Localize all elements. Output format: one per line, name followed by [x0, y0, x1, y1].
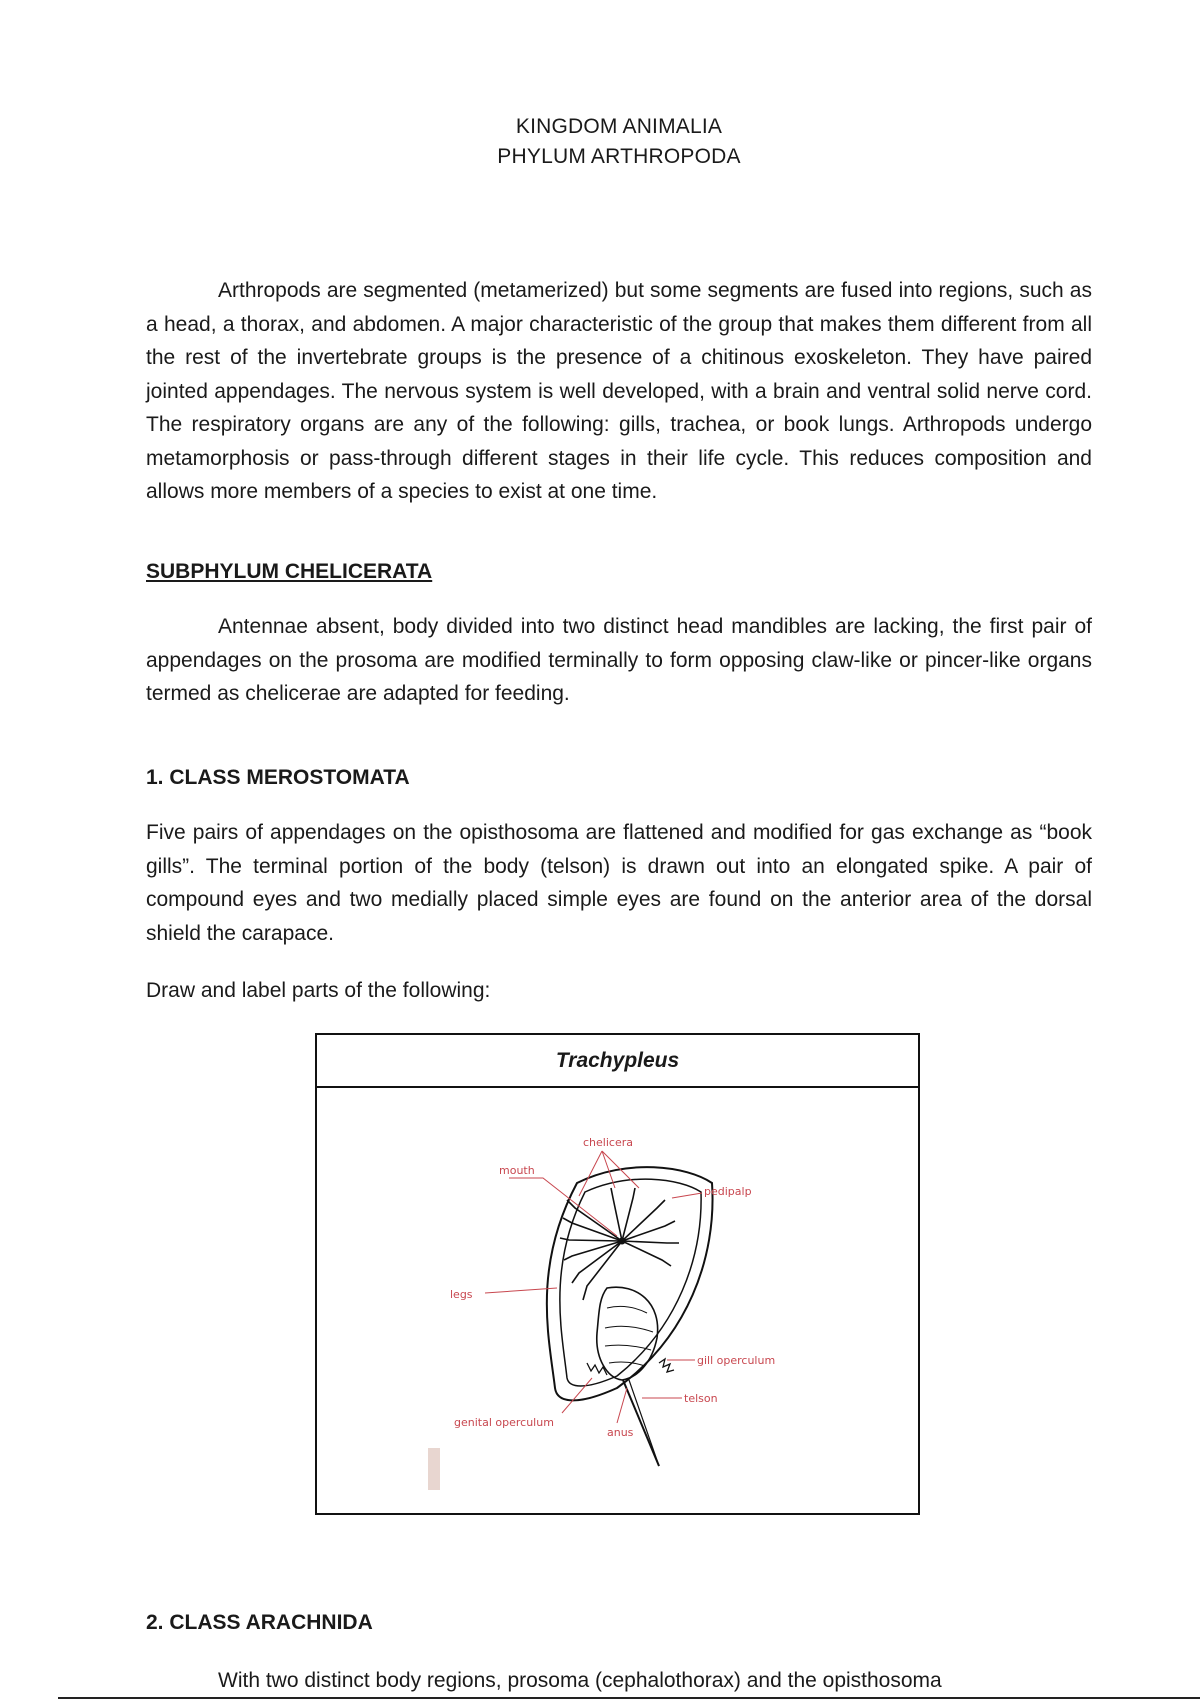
class2-heading: 2. CLASS ARACHNIDA — [146, 1611, 373, 1634]
phylum-title: PHYLUM ARTHROPODA — [497, 145, 741, 168]
opisthosoma-segments — [605, 1306, 653, 1366]
figure-title: Trachypleus — [317, 1035, 918, 1088]
document-title-block — [0, 112, 1200, 172]
paper-edge-shading — [428, 1448, 440, 1490]
intro-paragraph: Arthropods are segmented (metamerized) but some segments are fused into regions, such as a head, a thorax, and abdomen. A major characteristic of the group that makes them different from all the rest of the invertebrate groups is the presence of a chitinous exoskeleton. They have paired jointed appendages. The nervous system is well developed, with a brain and ventral solid nerve cord. The respiratory organs are any of the following: gills, trachea, or book lungs. Arthropods undergo metamorphosis or pass-through different stages in their life cycle. This reduces composition and allows more members of a species to exist at one time. — [146, 279, 1092, 503]
label-genital-operculum: genital operculum — [454, 1416, 554, 1429]
class1-paragraph: Five pairs of appendages on the opisthosoma are flattened and modified for gas exchange as “book gills”. The terminal portion of the body (telson) is drawn out into an elongated spike. A pair of compound eyes and two medially placed simple eyes are found on the anterior area of the dorsal shield the carapace. — [146, 821, 1092, 945]
label-gill-operculum: gill operculum — [697, 1354, 776, 1367]
gill-spikes — [659, 1359, 674, 1372]
figure-table — [315, 1033, 920, 1515]
page-bottom-rule — [58, 1697, 1200, 1699]
label-mouth: mouth — [499, 1164, 535, 1177]
label-chelicera: chelicera — [583, 1136, 633, 1149]
draw-instruction: Draw and label parts of the following: — [146, 979, 491, 1002]
subphylum-heading: SUBPHYLUM CHELICERATA — [146, 560, 433, 583]
figure-body — [317, 1088, 918, 1515]
label-telson: telson — [684, 1392, 718, 1405]
label-leaders — [485, 1151, 702, 1423]
horseshoe-crab-drawing — [317, 1088, 918, 1515]
genital-spikes — [587, 1363, 607, 1375]
label-pedipalp: pedipalp — [704, 1185, 752, 1198]
kingdom-title: KINGDOM ANIMALIA — [515, 115, 723, 138]
telson-spike — [623, 1380, 659, 1466]
class1-heading: 1. CLASS MEROSTOMATA — [146, 766, 410, 789]
label-anus: anus — [607, 1426, 634, 1439]
subphylum-paragraph: Antennae absent, body divided into two distinct head mandibles are lacking, the first pair of appendages on the prosoma are modified terminally to form opposing claw-like or pincer-like organs termed as chelicerae are adapted for feeding. — [146, 615, 1092, 705]
class2-paragraph: With two distinct body regions, prosoma (cephalothorax) and the opisthosoma — [218, 1669, 942, 1692]
opisthosoma — [597, 1287, 658, 1380]
label-legs: legs — [450, 1288, 473, 1301]
